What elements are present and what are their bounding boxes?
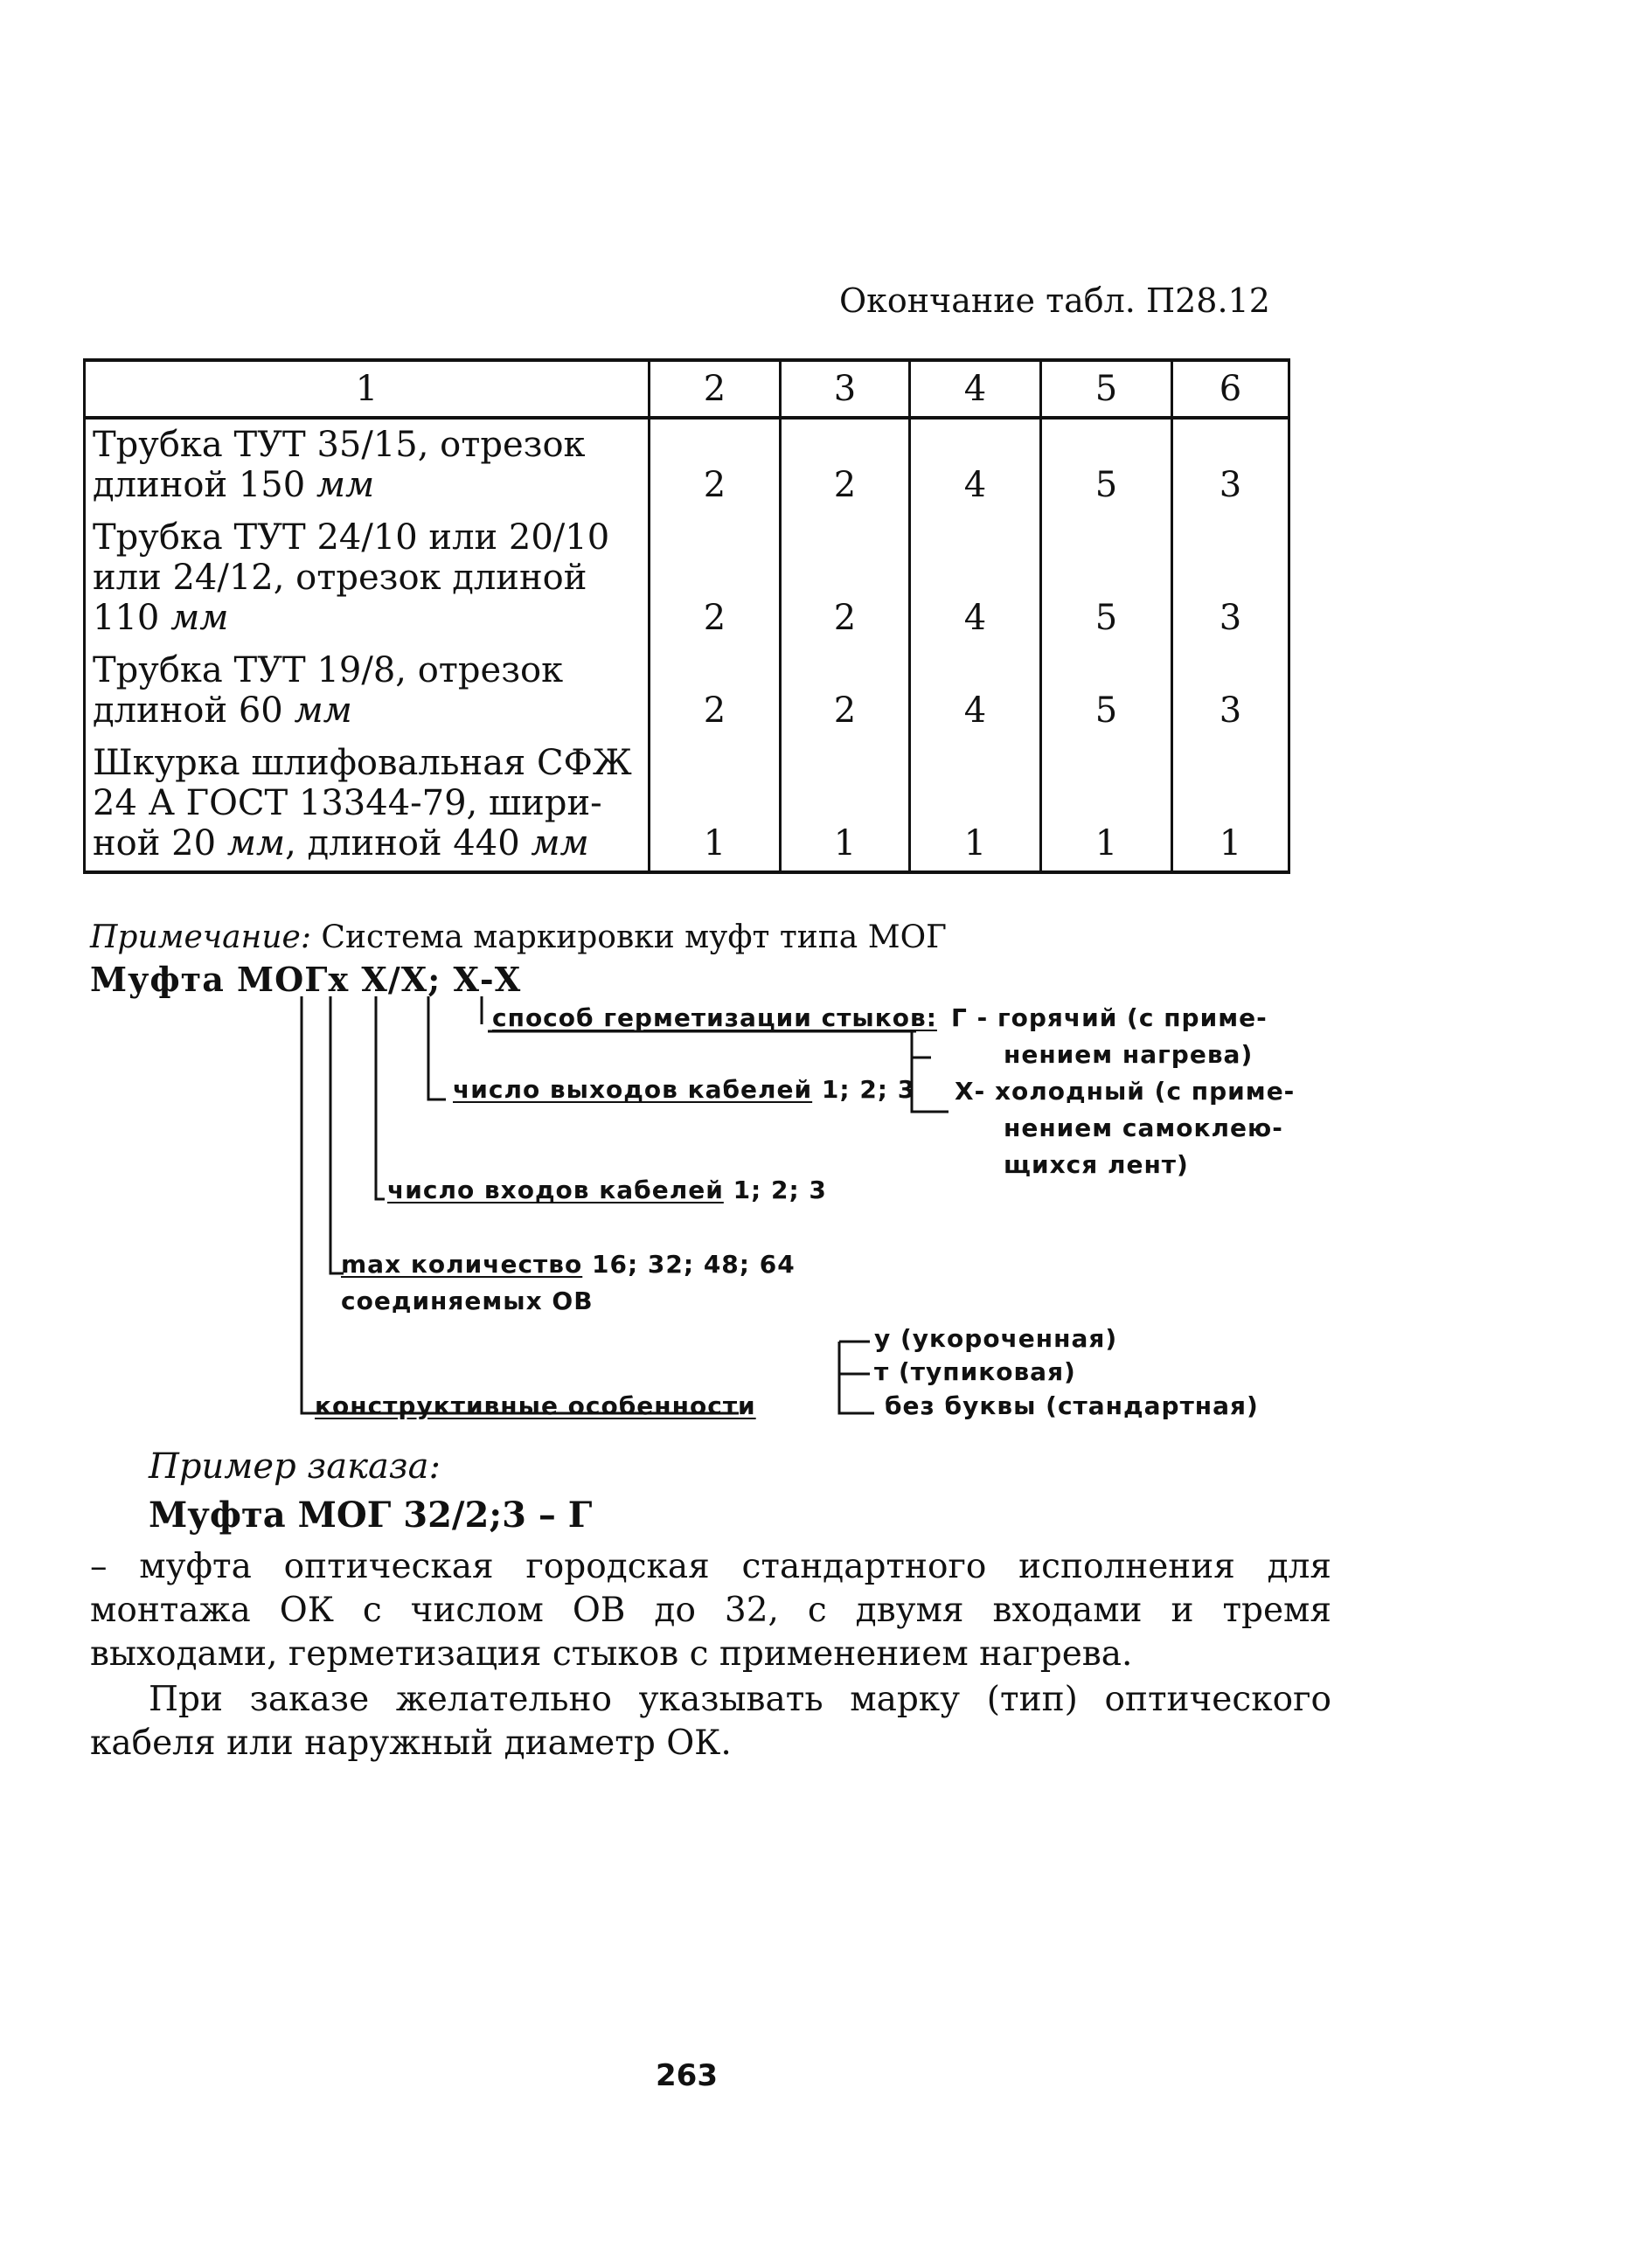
seal-cold-desc: - холодный (с приме- [974,1077,1296,1106]
column-header: 1 [85,360,650,418]
value-cell: 4 [910,512,1041,645]
outputs-label: число выходов кабелей [453,1075,813,1104]
value-cell: 2 [781,512,910,645]
item-name-line: 24 А ГОСТ 13344-79, шири- [93,783,602,823]
seal-method-label: способ герметизации стыков: [492,1003,937,1032]
seal-hot-option [951,1003,1268,1032]
marking-scheme: Муфта МОГх Х/Х; Х-Х [90,960,522,999]
value-cell: 2 [650,512,781,645]
unit-text: мм [170,598,229,638]
ordering-note: При заказе желательно указывать марку (тип) оптического кабеля или наружный диаметр ОК. [90,1680,1331,1763]
item-name-text: , длиной 440 [285,823,532,864]
design-features-label: конструктивные особенности [315,1391,756,1420]
max-count-line [341,1250,796,1279]
outputs-line [453,1075,915,1104]
max-count-label-2: соединяемых ОВ [341,1287,594,1315]
value-cell: 5 [1041,418,1172,512]
seal-hot-desc-line: нением нагрева) [1004,1040,1254,1069]
value-cell: 3 [1172,645,1289,738]
outputs-values: 1; 2; 3 [812,1075,916,1104]
note-text: Система маркировки муфт типа МОГ [310,919,947,955]
value-cell: 1 [910,738,1041,872]
column-header: 3 [781,360,910,418]
item-name-line: Шкурка шлифовальная СФЖ [93,743,632,783]
value-cell: 5 [1041,645,1172,738]
column-header: 6 [1172,360,1289,418]
value-cell: 3 [1172,512,1289,645]
value-cell: 1 [650,738,781,872]
value-cell: 2 [650,418,781,512]
column-header: 2 [650,360,781,418]
value-cell: 2 [781,418,910,512]
item-name-text: длиной 60 [93,690,295,731]
value-cell: 1 [1041,738,1172,872]
example-label: Пример заказа: [149,1446,441,1487]
unit-text: мм [316,465,375,505]
max-count-label: max количество [341,1250,583,1279]
item-name-line: Трубка ТУТ 35/15, отрезок [93,425,586,465]
connector-seal-branch [912,1031,949,1112]
column-header: 5 [1041,360,1172,418]
example-code: Муфта МОГ 32/2;3 – Г [149,1495,593,1536]
connector-inputs [376,996,385,1199]
example-description: – муфта оптическая городская стандартного исполнения для монтажа ОК с числом ОВ до 32, с двумя входами и тремя выходами, герметизация стыков с применением нагрева. [90,1547,1331,1674]
page-number: 263 [656,2058,718,2093]
item-name-line: Трубка ТУТ 19/8, отрезок [93,650,564,690]
unit-text: мм [294,690,352,731]
connector-max [330,996,344,1273]
seal-cold-code: Х [955,1077,975,1106]
value-cell: 1 [781,738,910,872]
unit-text: мм [226,823,286,864]
variant-short: у (укороченная) [874,1324,1118,1353]
connector-outputs [428,996,446,1099]
item-name-line: или 24/12, отрезок длиной [93,558,587,598]
value-cell: 4 [910,645,1041,738]
inputs-line [387,1176,827,1204]
value-cell: 5 [1041,512,1172,645]
item-name-text: ной 20 [93,823,227,864]
note-label: Примечание: [90,919,311,955]
value-cell: 2 [781,645,910,738]
item-name-text: 110 [93,598,171,638]
item-name-line: Трубка ТУТ 24/10 или 20/10 [93,517,610,558]
column-header: 4 [910,360,1041,418]
value-cell: 2 [650,645,781,738]
value-cell: 4 [910,418,1041,512]
unit-text: мм [531,823,589,864]
value-cell: 1 [1172,738,1289,872]
connector-variants [839,1342,874,1413]
inputs-label: число входов кабелей [387,1176,724,1204]
table-caption: Окончание табл. П28.12 [839,281,1270,320]
variant-standard: без буквы (стандартная) [885,1391,1259,1420]
connector-design [302,996,739,1413]
item-name-text: длиной 150 [93,465,316,505]
seal-cold-option [955,1077,1295,1106]
seal-hot-code: Г [951,1003,968,1032]
seal-cold-desc-line: нением самоклею- [1004,1113,1283,1142]
value-cell: 3 [1172,418,1289,512]
variant-dead-end: т (тупиковая) [874,1357,1076,1386]
inputs-values: 1; 2; 3 [723,1176,827,1204]
max-count-values: 16; 32; 48; 64 [582,1250,796,1279]
seal-hot-desc: - горячий (с приме- [967,1003,1268,1032]
seal-cold-desc-line: щихся лент) [1004,1150,1189,1179]
